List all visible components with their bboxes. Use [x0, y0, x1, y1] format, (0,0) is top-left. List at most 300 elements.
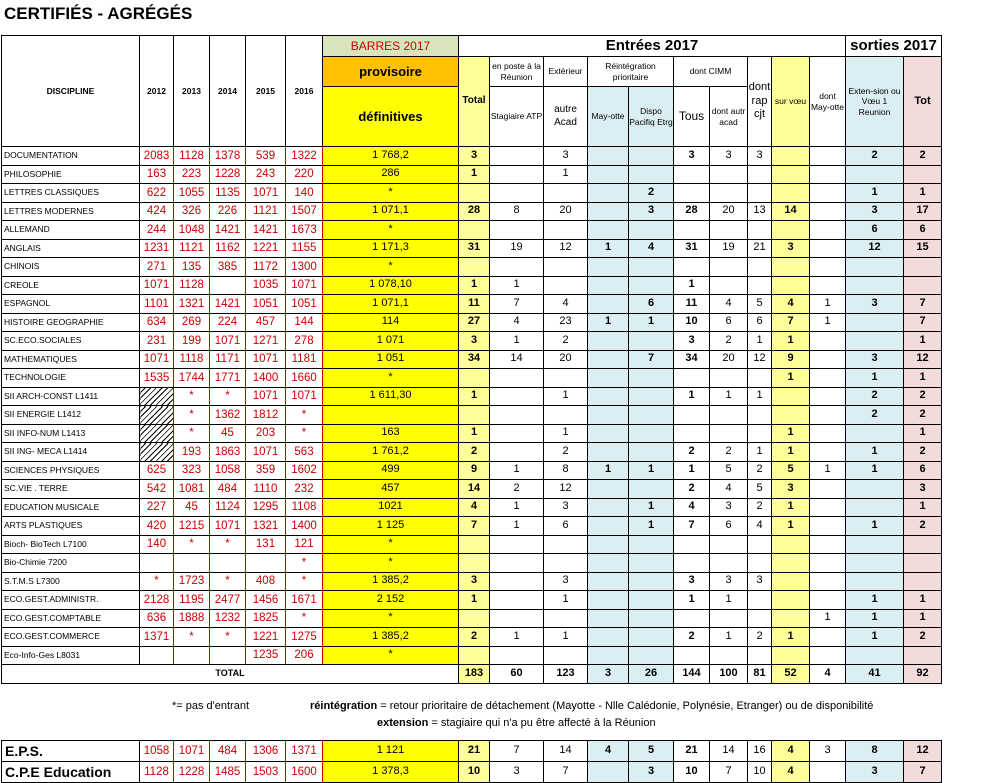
year-value: 1421 [246, 221, 286, 240]
total-cell: 26 [629, 665, 674, 684]
autre-acad-value: 12 [544, 480, 588, 499]
year-value: 1600 [286, 762, 323, 783]
extension-value [846, 554, 904, 573]
dont-mayotte-value [810, 762, 846, 783]
stagiaire-atp-value: 4 [490, 313, 544, 332]
year-value: * [174, 535, 210, 554]
dont-mayotte-value [810, 628, 846, 647]
dont-mayotte-value: 1 [810, 295, 846, 314]
autr-acad-value [710, 609, 748, 628]
tot-value: 2 [904, 517, 942, 536]
tous-value [674, 609, 710, 628]
barre-value: * [323, 554, 459, 573]
discipline-name: SC.VIE . TERRE [2, 480, 140, 499]
tous-value: 11 [674, 295, 710, 314]
total-value: 14 [459, 480, 490, 499]
stagiaire-atp-value [490, 165, 544, 184]
total-cell: 52 [772, 665, 810, 684]
table-row [2, 591, 942, 610]
year-value: * [140, 572, 174, 591]
year-value: * [174, 628, 210, 647]
year-value: 1071 [286, 276, 323, 295]
year-value: 220 [286, 165, 323, 184]
year-value [140, 443, 174, 462]
dispo-value [629, 646, 674, 665]
extension-value [846, 424, 904, 443]
year-value: 271 [140, 258, 174, 277]
provisoire-header: provisoire [323, 57, 459, 87]
dispo-value [629, 554, 674, 573]
year-value: 1673 [286, 221, 323, 240]
stagiaire-atp-value: 19 [490, 239, 544, 258]
year-value [140, 646, 174, 665]
year-value: 243 [246, 165, 286, 184]
year-value: 1825 [246, 609, 286, 628]
tous-value: 7 [674, 517, 710, 536]
dont-mayotte-value [810, 591, 846, 610]
year-value: 140 [140, 535, 174, 554]
barre-value: 1 171,3 [323, 239, 459, 258]
extension-value: 3 [846, 295, 904, 314]
tot-value: 1 [904, 332, 942, 351]
mayotte-value: 1 [588, 461, 629, 480]
autre-acad-value: 1 [544, 424, 588, 443]
rapcjt-header: dont rap cjt [748, 57, 772, 147]
autr-acad-value [710, 276, 748, 295]
autre-acad-value: 20 [544, 350, 588, 369]
tot-value: 3 [904, 480, 942, 499]
year-value: 1071 [286, 387, 323, 406]
year-value: 1221 [246, 628, 286, 647]
year-value: 484 [210, 480, 246, 499]
total-cell: 3 [588, 665, 629, 684]
table-row [2, 332, 942, 351]
extension-value [846, 276, 904, 295]
year-value: 323 [174, 461, 210, 480]
year-value: 1121 [246, 202, 286, 221]
autre-acad-value: 1 [544, 165, 588, 184]
mayotte-value [588, 554, 629, 573]
year-value: 636 [140, 609, 174, 628]
barre-value: 1 768,2 [323, 147, 459, 166]
extension-value: 1 [846, 591, 904, 610]
year-value: 232 [286, 480, 323, 499]
autre-acad-value [544, 609, 588, 628]
year-value [140, 424, 174, 443]
extension-value: 6 [846, 221, 904, 240]
dont-mayotte-value [810, 221, 846, 240]
barre-value [323, 406, 459, 425]
dont-mayotte-value [810, 535, 846, 554]
year-value: 1671 [286, 591, 323, 610]
extension-value [846, 165, 904, 184]
tot-value: 17 [904, 202, 942, 221]
rapcjt-value: 10 [748, 762, 772, 783]
barre-value: 457 [323, 480, 459, 499]
dispo-header: Dispo Pacifiq Etrg [629, 87, 674, 147]
discipline-name: HISTOIRE GEOGRAPHIE [2, 313, 140, 332]
autre-acad-value [544, 646, 588, 665]
barre-value: 1 385,2 [323, 628, 459, 647]
cimm-header: dont CIMM [674, 57, 748, 87]
year-value: 1503 [246, 762, 286, 783]
sur-voeu-value [772, 646, 810, 665]
dont-mayotte-value: 3 [810, 741, 846, 762]
tot-value: 1 [904, 591, 942, 610]
discipline-name: Eco-Info-Ges L8031 [2, 646, 140, 665]
sur-voeu-header: sur vœu [772, 57, 810, 147]
tot-value [904, 165, 942, 184]
dispo-value: 2 [629, 184, 674, 203]
autre-acad-header: autre Acad [544, 87, 588, 147]
year-value: * [210, 628, 246, 647]
year-value: 2477 [210, 591, 246, 610]
sur-voeu-value [772, 184, 810, 203]
discipline-name: ECO.GEST.COMMERCE [2, 628, 140, 647]
tous-value: 10 [674, 313, 710, 332]
year-value: 163 [140, 165, 174, 184]
autr-acad-value: 7 [710, 762, 748, 783]
rapcjt-value [748, 535, 772, 554]
year-value: 278 [286, 332, 323, 351]
dispo-value [629, 387, 674, 406]
barre-value: * [323, 535, 459, 554]
tous-value [674, 369, 710, 388]
tous-value: 34 [674, 350, 710, 369]
mayotte-value [588, 591, 629, 610]
table-row [2, 498, 942, 517]
exterieur-header: Extérieur [544, 57, 588, 87]
rapcjt-value [748, 591, 772, 610]
dont-mayotte-value: 1 [810, 313, 846, 332]
tous-value: 3 [674, 572, 710, 591]
tous-value: 1 [674, 461, 710, 480]
total-cell: 183 [459, 665, 490, 684]
year-value: 199 [174, 332, 210, 351]
stagiaire-atp-value: 1 [490, 332, 544, 351]
total-cell: 100 [710, 665, 748, 684]
total-cell: 60 [490, 665, 544, 684]
dispo-value [629, 165, 674, 184]
autre-acad-value: 2 [544, 332, 588, 351]
dont-mayotte-value [810, 443, 846, 462]
discipline-header: DISCIPLINE [2, 36, 140, 147]
rapcjt-value: 6 [748, 313, 772, 332]
rapcjt-value [748, 165, 772, 184]
stagiaire-atp-value [490, 609, 544, 628]
year-value: 1371 [140, 628, 174, 647]
bottom-table-body [2, 741, 942, 783]
tous-value: 3 [674, 332, 710, 351]
year-value: * [286, 609, 323, 628]
barre-value: 499 [323, 461, 459, 480]
total-value: 2 [459, 443, 490, 462]
barre-value: 1 051 [323, 350, 459, 369]
table-row [2, 295, 942, 314]
discipline-name: CREOLE [2, 276, 140, 295]
tot-value [904, 554, 942, 573]
stagiaire-atp-value: 1 [490, 498, 544, 517]
table-row [2, 517, 942, 536]
total-value: 7 [459, 517, 490, 536]
year-value: 1507 [286, 202, 323, 221]
autr-acad-value [710, 221, 748, 240]
extension-value [846, 572, 904, 591]
sur-voeu-value: 1 [772, 424, 810, 443]
dispo-value: 1 [629, 517, 674, 536]
dispo-value: 4 [629, 239, 674, 258]
discipline-name: C.P.E Education [2, 762, 140, 783]
total-value [459, 554, 490, 573]
extension-value: 1 [846, 184, 904, 203]
table-row [2, 646, 942, 665]
tot-value: 15 [904, 239, 942, 258]
dispo-value: 1 [629, 461, 674, 480]
year-value: 484 [210, 741, 246, 762]
year-value: 1300 [286, 258, 323, 277]
barre-value: 1 125 [323, 517, 459, 536]
autre-acad-value: 14 [544, 741, 588, 762]
mayotte-value [588, 517, 629, 536]
year-value: 622 [140, 184, 174, 203]
tot-value: 1 [904, 609, 942, 628]
tot-value: 7 [904, 762, 942, 783]
sur-voeu-value: 14 [772, 202, 810, 221]
year-value: 1322 [286, 147, 323, 166]
sur-voeu-value [772, 165, 810, 184]
year-value: 244 [140, 221, 174, 240]
mayotte-value [588, 295, 629, 314]
dispo-value: 3 [629, 202, 674, 221]
autr-acad-value [710, 424, 748, 443]
barre-value: * [323, 646, 459, 665]
total-cell: 144 [674, 665, 710, 684]
sur-voeu-value [772, 535, 810, 554]
dont-mayotte-value: 1 [810, 609, 846, 628]
tot-value: 2 [904, 147, 942, 166]
rapcjt-value: 5 [748, 295, 772, 314]
tous-value [674, 406, 710, 425]
barre-value: 1 611,30 [323, 387, 459, 406]
discipline-name: SII ENERGIE L1412 [2, 406, 140, 425]
autr-acad-value: 20 [710, 202, 748, 221]
year-value: 1128 [174, 276, 210, 295]
barre-value: 1 121 [323, 741, 459, 762]
autr-acad-value: 4 [710, 480, 748, 499]
total-value: 28 [459, 202, 490, 221]
year-value: 1055 [174, 184, 210, 203]
year-value: * [286, 554, 323, 573]
year-value: 1295 [246, 498, 286, 517]
year-value: * [174, 406, 210, 425]
tot-value: 2 [904, 406, 942, 425]
rapcjt-value: 1 [748, 443, 772, 462]
year-value: 1071 [210, 517, 246, 536]
year-header: 2014 [210, 36, 246, 147]
barre-value: * [323, 369, 459, 388]
year-value: 135 [174, 258, 210, 277]
barres-header: BARRES 2017 [323, 36, 459, 57]
entrees-header: Entrées 2017 [459, 36, 846, 57]
rapcjt-value: 2 [748, 628, 772, 647]
extension-value: 1 [846, 517, 904, 536]
autr-acad-value [710, 184, 748, 203]
table-row [2, 239, 942, 258]
total-value: 10 [459, 762, 490, 783]
tot-value: 2 [904, 628, 942, 647]
rapcjt-value: 16 [748, 741, 772, 762]
year-value: 1058 [210, 461, 246, 480]
year-value: 408 [246, 572, 286, 591]
barre-value: * [323, 221, 459, 240]
barre-value: 114 [323, 313, 459, 332]
table-header [2, 36, 942, 147]
table-row [2, 609, 942, 628]
tous-value [674, 221, 710, 240]
stagiaire-atp-value [490, 369, 544, 388]
sur-voeu-value [772, 554, 810, 573]
barre-value: 1 071,1 [323, 202, 459, 221]
year-value: 1121 [174, 239, 210, 258]
mayotte-value [588, 535, 629, 554]
year-value: 1400 [246, 369, 286, 388]
extension-value: 1 [846, 369, 904, 388]
rapcjt-value: 3 [748, 572, 772, 591]
table-row [2, 276, 942, 295]
year-value: 1723 [174, 572, 210, 591]
dont-mayotte-value [810, 554, 846, 573]
tot-value [904, 646, 942, 665]
total-value: 3 [459, 572, 490, 591]
total-value [459, 406, 490, 425]
reintegration-header: Réintégration prioritaire [588, 57, 674, 87]
tot-value: 2 [904, 387, 942, 406]
sur-voeu-value: 1 [772, 369, 810, 388]
year-value: 1135 [210, 184, 246, 203]
mayotte-value [588, 147, 629, 166]
autr-acad-value: 6 [710, 517, 748, 536]
tot-value: 1 [904, 184, 942, 203]
barre-value: 1 078,10 [323, 276, 459, 295]
autre-acad-value [544, 184, 588, 203]
year-value: 1602 [286, 461, 323, 480]
discipline-name: ARTS PLASTIQUES [2, 517, 140, 536]
table-row [2, 147, 942, 166]
stagiaire-atp-value: 3 [490, 762, 544, 783]
total-value: 11 [459, 295, 490, 314]
autre-acad-value: 20 [544, 202, 588, 221]
stagiaire-atp-header: Stagiaire ATP [490, 87, 544, 147]
dispo-value [629, 332, 674, 351]
total-entrees-header: Total [459, 57, 490, 147]
year-value: 625 [140, 461, 174, 480]
sur-voeu-value: 1 [772, 517, 810, 536]
mayotte-value [588, 762, 629, 783]
year-value: 1812 [246, 406, 286, 425]
total-value [459, 369, 490, 388]
dont-mayotte-value [810, 350, 846, 369]
year-value: * [210, 387, 246, 406]
total-value [459, 646, 490, 665]
discipline-name: ALLEMAND [2, 221, 140, 240]
sur-voeu-value: 4 [772, 762, 810, 783]
year-value: * [286, 424, 323, 443]
tous-value: 2 [674, 443, 710, 462]
stagiaire-atp-value [490, 572, 544, 591]
rapcjt-value: 2 [748, 498, 772, 517]
discipline-name: E.P.S. [2, 741, 140, 762]
rapcjt-value [748, 184, 772, 203]
dispo-value: 1 [629, 498, 674, 517]
total-value [459, 535, 490, 554]
tous-value: 1 [674, 591, 710, 610]
year-value: 144 [286, 313, 323, 332]
sur-voeu-value [772, 221, 810, 240]
autre-acad-value: 2 [544, 443, 588, 462]
discipline-name: PHILOSOPHIE [2, 165, 140, 184]
dispo-value: 3 [629, 762, 674, 783]
discipline-name: ESPAGNOL [2, 295, 140, 314]
tot-value: 1 [904, 424, 942, 443]
extension-value: 1 [846, 628, 904, 647]
discipline-name: Bio-Chimie 7200 [2, 554, 140, 573]
discipline-name: CHINOIS [2, 258, 140, 277]
year-value: 1888 [174, 609, 210, 628]
extension-value: 1 [846, 443, 904, 462]
autr-acad-value [710, 165, 748, 184]
sur-voeu-value [772, 276, 810, 295]
table-row [2, 554, 942, 573]
tous-value: 1 [674, 276, 710, 295]
year-value: 1321 [246, 517, 286, 536]
barre-value: 1 378,3 [323, 762, 459, 783]
total-value: 4 [459, 498, 490, 517]
mayotte-value [588, 609, 629, 628]
tous-value: 4 [674, 498, 710, 517]
rapcjt-value [748, 406, 772, 425]
stagiaire-atp-value [490, 387, 544, 406]
table-row [2, 369, 942, 388]
sur-voeu-value [772, 572, 810, 591]
mayotte-value: 4 [588, 741, 629, 762]
tot-header: Tot [904, 57, 942, 147]
mutation-table [1, 35, 942, 684]
autre-acad-value: 1 [544, 387, 588, 406]
stagiaire-atp-value [490, 184, 544, 203]
rapcjt-value: 5 [748, 480, 772, 499]
table-row [2, 443, 942, 462]
year-value: 1110 [246, 480, 286, 499]
year-value: 1235 [246, 646, 286, 665]
year-value: 1181 [286, 350, 323, 369]
mayotte-value [588, 387, 629, 406]
autre-acad-value: 12 [544, 239, 588, 258]
dont-mayotte-value [810, 517, 846, 536]
year-value [140, 387, 174, 406]
dispo-value: 6 [629, 295, 674, 314]
autre-acad-value: 3 [544, 147, 588, 166]
year-header: 2016 [286, 36, 323, 147]
extension-value [846, 480, 904, 499]
discipline-name: LETTRES MODERNES [2, 202, 140, 221]
total-cell: 41 [846, 665, 904, 684]
extension-value: 3 [846, 202, 904, 221]
tous-value: 2 [674, 480, 710, 499]
extension-value: 12 [846, 239, 904, 258]
discipline-name: ECO.GEST.ADMINISTR. [2, 591, 140, 610]
year-value: 542 [140, 480, 174, 499]
dont-mayotte-value [810, 332, 846, 351]
